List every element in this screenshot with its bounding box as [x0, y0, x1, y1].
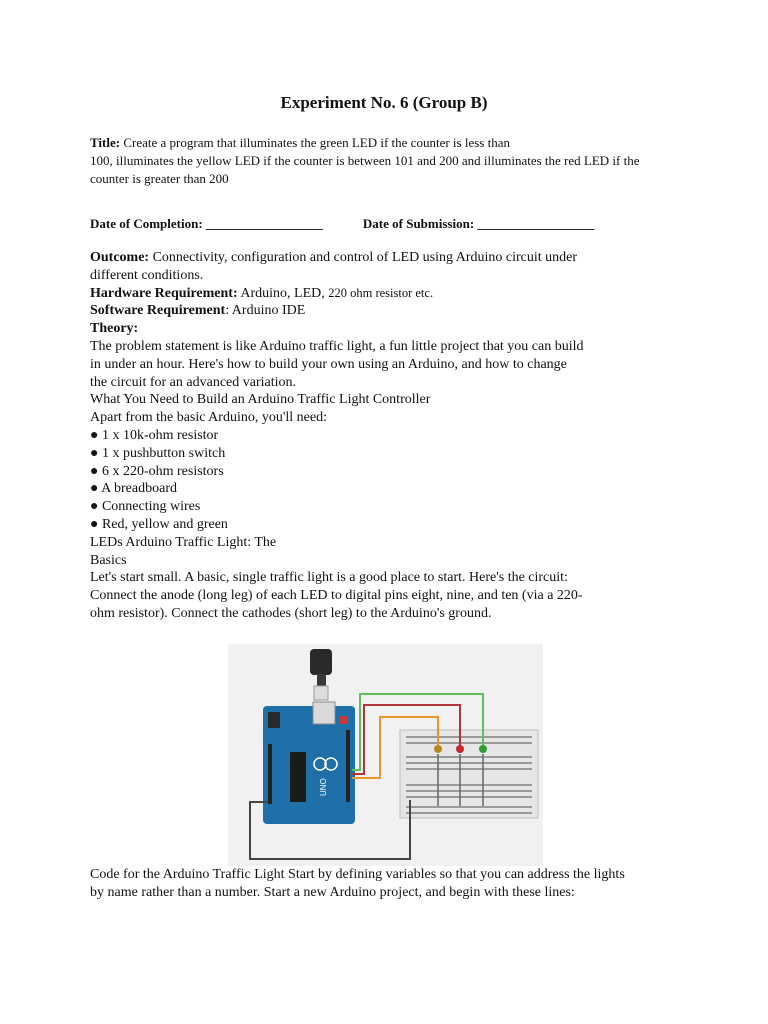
outcome-line-1: Outcome: Connectivity, configuration and control of LED using Arduino circuit under	[90, 250, 578, 265]
hardware-line: Hardware Requirement: Arduino, LED, 220 ohm resistor etc.	[90, 285, 434, 301]
body-line: Connect the anode (long leg) of each LED to digital pins eight, nine, and ten (via a 220-	[90, 588, 583, 604]
bullet-item: ● A breadboard	[90, 481, 177, 497]
dates-row	[90, 216, 710, 232]
body-line: Let's start small. A basic, single traffic light is a good place to start. Here's the circuit:	[90, 570, 568, 586]
outcome-line-2: different conditions.	[90, 267, 204, 283]
body-section	[90, 249, 690, 623]
bullet-item: ● 1 x 10k-ohm resistor	[90, 427, 219, 443]
yellow-led	[434, 745, 442, 753]
bullet-item: ● Red, yellow and green	[90, 516, 228, 532]
board-logo-text: UNO	[319, 778, 328, 796]
theory-line: in under an hour. Here's how to build your own using an Arduino, and how to change	[90, 356, 567, 372]
title-line-2: 100, illuminates the yellow LED if the counter is between 101 and 200 and illuminates the red LED if the	[90, 153, 640, 168]
body-line: LEDs Arduino Traffic Light: The	[90, 534, 277, 550]
theory-label: Theory:	[90, 321, 139, 337]
usb-cable-plug	[310, 649, 332, 675]
theory-line: What You Need to Build an Arduino Traffic Light Controller	[90, 392, 431, 408]
reset-button	[340, 716, 348, 724]
title-section	[90, 134, 690, 188]
theory-line: the circuit for an advanced variation.	[90, 374, 297, 390]
bullet-item: ● 1 x pushbutton switch	[90, 445, 226, 461]
body-line: ohm resistor). Connect the cathodes (short leg) to the Arduino's ground.	[90, 605, 492, 621]
circuit-diagram	[228, 644, 543, 866]
bullet-item: ● Connecting wires	[90, 499, 201, 515]
page-title: Experiment No. 6 (Group B)	[280, 93, 488, 112]
red-led	[456, 745, 464, 753]
title-line-3: counter is greater than 200	[90, 171, 229, 186]
title-line-1: Title: Create a program that illuminates the green LED if the counter is less than	[90, 135, 510, 150]
green-led	[479, 745, 487, 753]
usb-connector	[314, 686, 328, 700]
microcontroller-chip	[290, 752, 306, 802]
date-of-completion: Date of Completion: __________________	[90, 216, 323, 231]
footer-line: Code for the Arduino Traffic Light Start by defining variables so that you can address the lights	[90, 867, 625, 882]
bullet-item: ● 6 x 220-ohm resistors	[90, 463, 224, 479]
footer-line: by name rather than a number. Start a new Arduino project, and begin with these lines:	[90, 885, 575, 900]
outcome-label: Outcome:	[90, 250, 150, 265]
footer-section	[90, 866, 710, 902]
body-line: Basics	[90, 552, 127, 568]
hardware-label: Hardware Requirement:	[90, 285, 238, 301]
title-label: Title:	[90, 135, 121, 150]
theory-line: Apart from the basic Arduino, you'll need:	[90, 410, 327, 426]
theory-line: The problem statement is like Arduino traffic light, a fun little project that you can build	[90, 338, 584, 354]
software-line: Software Requirement: Arduino IDE	[90, 303, 306, 319]
power-jack	[268, 712, 280, 728]
usb-port	[313, 702, 335, 724]
circuit-diagram-svg	[228, 644, 543, 866]
software-label: Software Requirement	[90, 303, 226, 319]
date-of-submission: Date of Submission: __________________	[362, 216, 595, 231]
